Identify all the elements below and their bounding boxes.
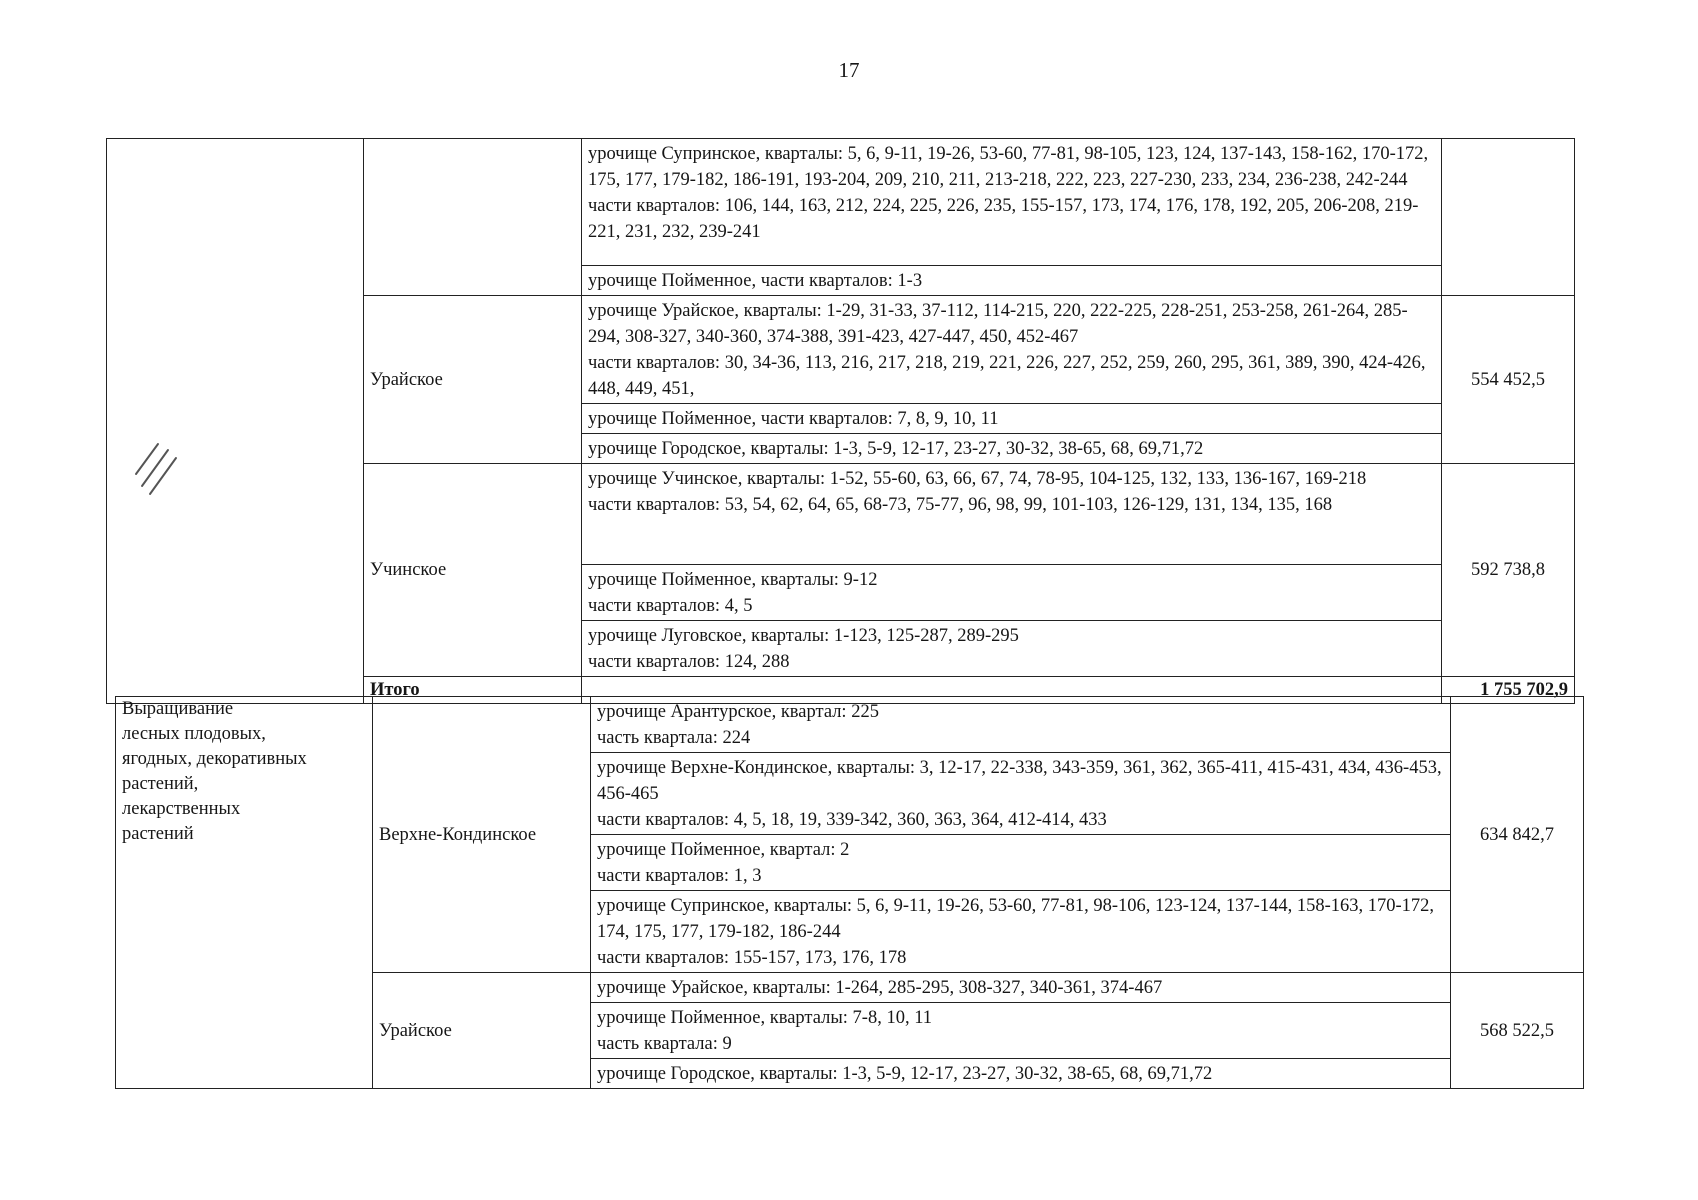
location-block: урочище Городское, кварталы: 1-3, 5-9, 12-17, 23-27, 30-32, 38-65, 68, 69,71,72 bbox=[591, 1059, 1451, 1089]
handwritten-mark bbox=[128, 424, 188, 504]
location-block: урочище Супринское, кварталы: 5, 6, 9-11, 19-26, 53-60, 77-81, 98-106, 123-124, 137-144, 158-163, 170-172, 174, 175, 177, 179-182, 186-244 части кварталов: 155-157, 173, 176, 178 bbox=[591, 891, 1451, 973]
forestry-name: Урайское bbox=[373, 973, 591, 1089]
area-cell: 554 452,5 bbox=[1442, 296, 1575, 464]
location-block: урочище Верхне-Кондинское, кварталы: 3, 12-17, 22-338, 343-359, 361, 362, 365-411, 415-431, 434, 436-453, 456-465 части кварталов: 4, 5, 18, 19, 339-342, 360, 363, 364, 412-414, 433 bbox=[591, 753, 1451, 835]
purpose-cell: Выращивание лесных плодовых, ягодных, декоративных растений, лекарственных растений bbox=[116, 697, 373, 1089]
location-block: урочище Городское, кварталы: 1-3, 5-9, 12-17, 23-27, 30-32, 38-65, 68, 69,71,72 bbox=[582, 434, 1442, 464]
location-block: урочище Пойменное, кварталы: 7-8, 10, 11 часть квартала: 9 bbox=[591, 1003, 1451, 1059]
location-block: урочище Пойменное, квартал: 2 части кварталов: 1, 3 bbox=[591, 835, 1451, 891]
forestry-cell-empty bbox=[364, 139, 582, 296]
location-block: урочище Урайское, кварталы: 1-264, 285-295, 308-327, 340-361, 374-467 bbox=[591, 973, 1451, 1003]
forest-table-continuation bbox=[106, 138, 1575, 704]
forestry-name: Верхне-Кондинское bbox=[373, 697, 591, 973]
purpose-cell-empty bbox=[107, 139, 364, 704]
location-block: урочище Пойменное, кварталы: 9-12 части кварталов: 4, 5 bbox=[582, 565, 1442, 621]
table-row bbox=[116, 697, 1584, 753]
total-label: Итого bbox=[364, 677, 582, 704]
location-block: урочище Урайское, кварталы: 1-29, 31-33, 37-112, 114-215, 220, 222-225, 228-251, 253-258, 261-264, 285-294, 308-327, 340-360, 374-388, 391-423, 427-447, 450, 452-467 части кварталов: 30, 34-36, 113, 216, 217, 218, 219, 221, 226, 227, 252, 259, 260, 295, 361, 389, 390, 424-426, 448, 449, 451, bbox=[582, 296, 1442, 404]
total-value: 1 755 702,9 bbox=[1442, 677, 1575, 704]
area-cell: 634 842,7 bbox=[1451, 697, 1584, 973]
location-block: урочище Луговское, кварталы: 1-123, 125-287, 289-295 части кварталов: 124, 288 bbox=[582, 621, 1442, 677]
location-block: урочище Пойменное, части кварталов: 7, 8, 9, 10, 11 bbox=[582, 404, 1442, 434]
area-cell: 568 522,5 bbox=[1451, 973, 1584, 1089]
location-block: урочище Супринское, кварталы: 5, 6, 9-11, 19-26, 53-60, 77-81, 98-105, 123, 124, 137-143, 158-162, 170-172, 175, 177, 179-182, 186-191, 193-204, 209, 210, 211, 213-218, 222, 223, 227-230, 233, 234, 236-238, 242-244 части кварталов: 106, 144, 163, 212, 224, 225, 226, 235, 155-157, 173, 174, 176, 178, 192, 205, 206-208, 219-221, 231, 232, 239-241 bbox=[582, 139, 1442, 266]
forest-table-cultivation bbox=[115, 696, 1584, 1089]
location-block: урочище Учинское, кварталы: 1-52, 55-60, 63, 66, 67, 74, 78-95, 104-125, 132, 133, 136-167, 169-218 части кварталов: 53, 54, 62, 64, 65, 68-73, 75-77, 96, 98, 99, 101-103, 126-129, 131, 134, 135, 168 bbox=[582, 464, 1442, 565]
location-block: урочище Пойменное, части кварталов: 1-3 bbox=[582, 266, 1442, 296]
forestry-name: Учинское bbox=[364, 464, 582, 677]
page-number: 17 bbox=[838, 58, 860, 82]
table-row bbox=[107, 139, 1575, 266]
area-cell: 592 738,8 bbox=[1442, 464, 1575, 677]
forestry-name: Урайское bbox=[364, 296, 582, 464]
location-block: урочище Арантурское, квартал: 225 часть квартала: 224 bbox=[591, 697, 1451, 753]
area-cell bbox=[1442, 139, 1575, 296]
